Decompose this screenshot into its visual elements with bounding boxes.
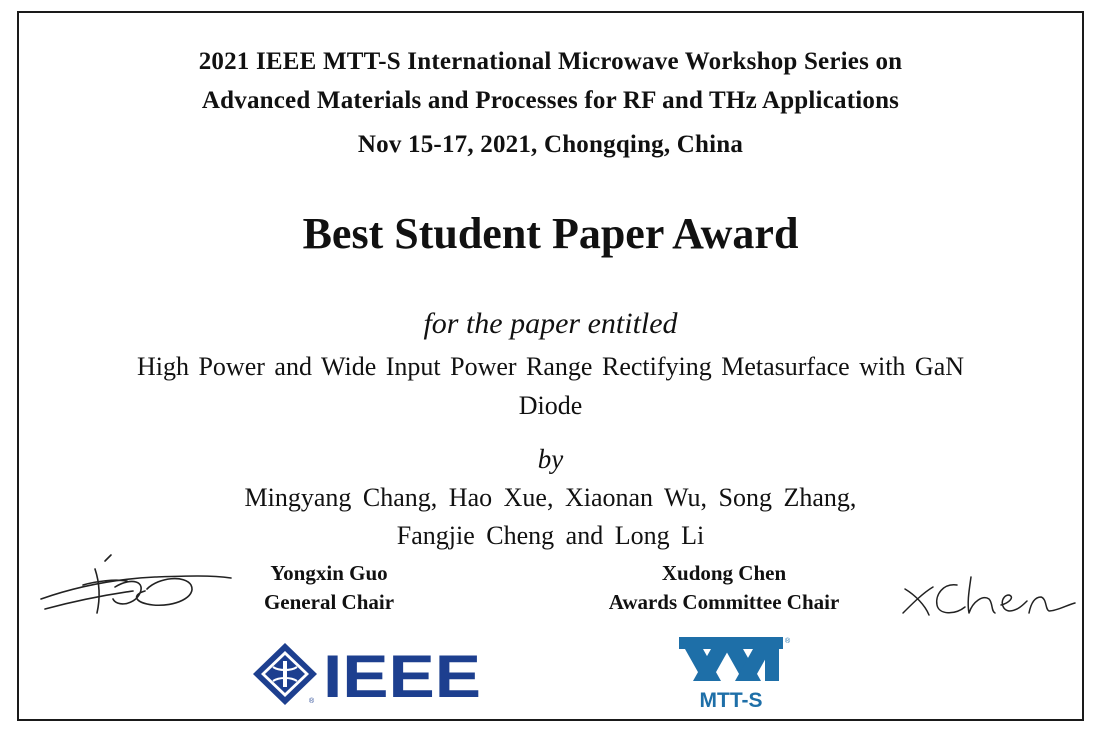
svg-text:®: ® — [785, 638, 791, 645]
ieee-diamond-icon — [253, 643, 317, 705]
award-title: Best Student Paper Award — [302, 209, 799, 258]
signature-left-icon — [35, 551, 235, 626]
by-label: by — [537, 444, 564, 474]
authors-line-1: Mingyang Chang, Hao Xue, Xiaonan Wu, Song Zhang, — [244, 483, 857, 512]
mtts-logo — [675, 633, 795, 720]
chair-left-title: General Chair — [263, 590, 395, 614]
chair-left — [209, 559, 449, 617]
chair-right-title: Awards Committee Chair — [608, 590, 840, 614]
chair-left-name: Yongxin Guo — [270, 561, 388, 585]
ieee-logo — [251, 641, 483, 712]
chair-right-name: Xudong Chen — [661, 561, 787, 585]
paper-title-line-1: High Power and Wide Input Power Range Rectifying Metasurface with GaN — [136, 352, 965, 381]
certificate-frame — [17, 11, 1084, 721]
svg-text:®: ® — [309, 698, 315, 705]
paper-title-line-2: Diode — [518, 391, 583, 420]
mtt-s-icon — [679, 637, 783, 681]
chair-right — [579, 559, 869, 617]
header-line-1: 2021 IEEE MTT-S International Microwave Workshop Series on — [198, 48, 903, 75]
header-line-2: Advanced Materials and Processes for RF and THz Applications — [201, 87, 900, 114]
ieee-logo-text: IEEE — [323, 643, 481, 707]
event-date-location: Nov 15-17, 2021, Chongqing, China — [357, 131, 744, 158]
for-paper-label: for the paper entitled — [423, 307, 678, 340]
authors-line-2: Fangjie Cheng and Long Li — [396, 521, 705, 550]
mtts-logo-text: MTT-S — [699, 689, 763, 712]
signature-right-icon — [899, 573, 1079, 628]
